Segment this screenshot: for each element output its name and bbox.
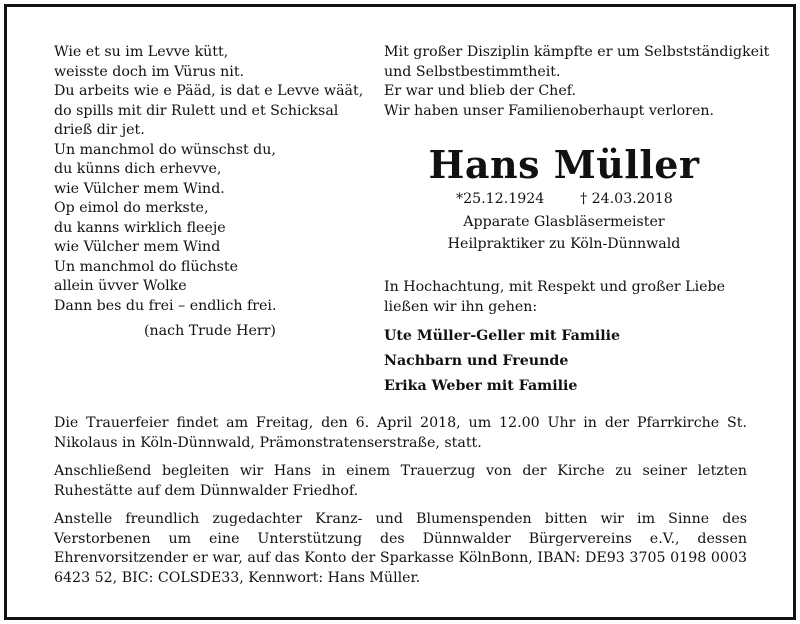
mourning-section	[384, 278, 756, 399]
poem-line: Dann bes du frei – endlich frei.	[54, 297, 277, 314]
poem-line: wie Vülcher mem Wind	[54, 239, 221, 255]
poem-line: Op eimol do merkste,	[54, 200, 209, 216]
notice-paragraph: Anschließend begleiten wir Hans in einem Trauerzug von der Kirche zu seiner letzten Ruhestätte auf dem Dünnwalder Friedhof.	[54, 463, 747, 499]
mourner: Nachbarn und Freunde	[384, 353, 569, 369]
poem-line: weisste doch im Vürus nit.	[54, 63, 245, 80]
intro-line: und Selbstbestimmtheit.	[384, 63, 561, 80]
notice-paragraph: Anstelle freundlich zugedachter Kranz- und Blumenspenden bitten wir im Sinne des Verstorbenen um eine Unterstützung des Dünnwalder Bürgervereins e.V., dessen Ehrenvorsitzender er war, auf das Konto der Sparkasse KölnBonn, IBAN: DE93 3705 0198 0003 6423 52, BIC: COLSDE33, Kennwort: Hans Müller.	[54, 511, 747, 586]
poem-line: allein üvver Wolke	[54, 278, 187, 294]
intro-text	[384, 43, 770, 121]
mourner: Ute Müller-Geller mit Familie	[384, 328, 621, 344]
mourning-line: In Hochachtung, mit Respekt und großer Liebe	[384, 279, 725, 295]
intro-line: Mit großer Disziplin kämpfte er um Selbstständigkeit	[384, 44, 770, 60]
poem-line: wie Vülcher mem Wind.	[54, 180, 225, 197]
poem-line: Wie et su im Levve kütt,	[54, 44, 229, 60]
intro-line: Wir haben unser Familienoberhaupt verloren.	[384, 102, 714, 119]
poem-line: Un manchmol do wünschst du,	[54, 141, 276, 158]
mourning-line: ließen wir ihn gehen:	[384, 298, 538, 315]
poem-line: do spills mit dir Rulett und et Schicksal	[54, 102, 339, 119]
deceased-name: Hans Müller	[428, 142, 700, 187]
birth-date: *25.12.1924	[456, 191, 545, 207]
poem-line: drieß dir jet.	[54, 122, 145, 138]
mourner-list	[384, 324, 756, 399]
intro-line: Er war und blieb der Chef.	[384, 83, 576, 99]
poem	[54, 43, 364, 342]
role-line: Heilpraktiker zu Köln-Dünnwald	[447, 236, 681, 252]
death-date: † 24.03.2018	[580, 191, 673, 207]
mourner: Erika Weber mit Familie	[384, 378, 578, 394]
poem-credit: (nach Trude Herr)	[144, 323, 276, 339]
poem-line: Un manchmol do flüchste	[54, 258, 238, 275]
poem-line: Du arbeits wie e Pääd, is dat e Levve wäät,	[54, 83, 364, 99]
notice-paragraph: Die Trauerfeier findet am Freitag, den 6. April 2018, um 12.00 Uhr in der Pfarrkirche St. Nikolaus in Köln-Dünnwald, Prämonstratenserstraße, statt.	[54, 415, 747, 451]
poem-line: du künns dich erhevve,	[54, 161, 222, 177]
funeral-details	[54, 414, 747, 597]
deceased-roles	[384, 211, 744, 255]
role-line: Apparate Glasbläsermeister	[463, 214, 665, 230]
poem-line: du kanns wirklich fleeje	[54, 219, 226, 236]
